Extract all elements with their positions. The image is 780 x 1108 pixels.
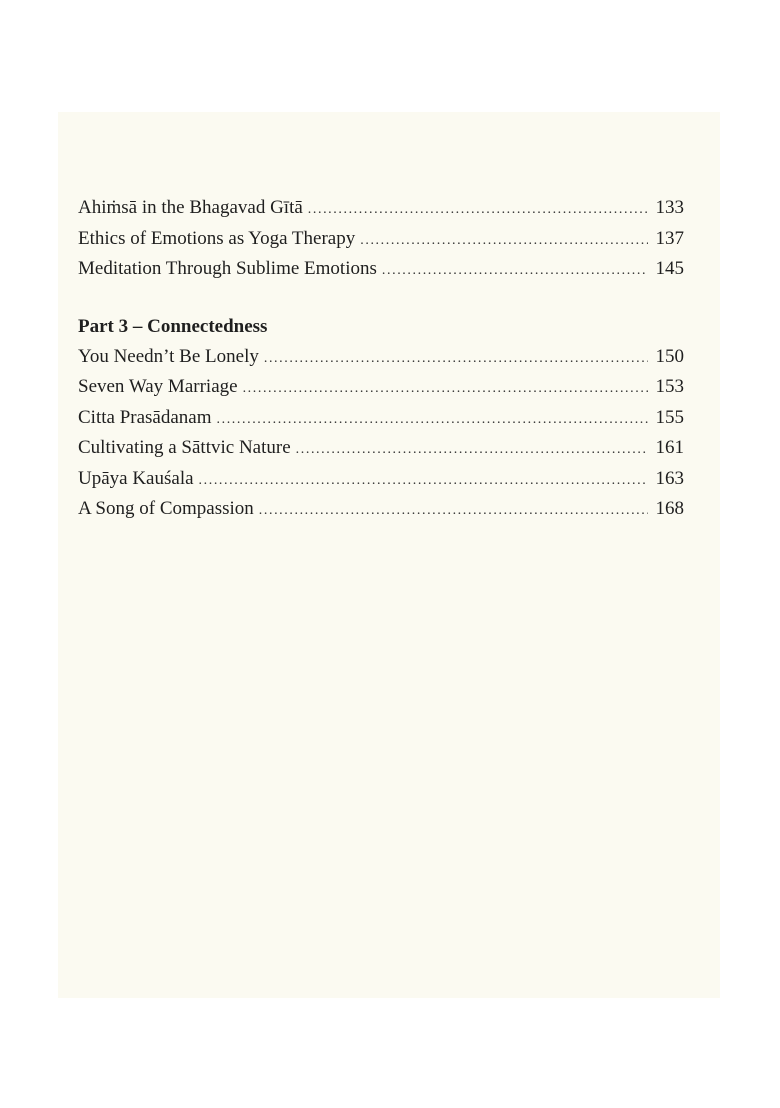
dot-leader: [264, 351, 648, 367]
toc-entry-title: You Needn’t Be Lonely: [78, 345, 259, 367]
toc-entry[interactable]: [78, 498, 684, 529]
toc-entry-page: 163: [655, 467, 684, 489]
toc-entry[interactable]: [78, 437, 684, 468]
toc-entry-title: Cultivating a Sāttvic Nature: [78, 437, 291, 458]
toc-entry-page: 133: [655, 197, 684, 218]
dot-leader: [259, 503, 648, 519]
toc-entry[interactable]: [78, 407, 684, 438]
part-heading: Part 3 – Connectedness: [78, 315, 268, 337]
dot-leader: [243, 381, 648, 397]
dot-leader: [382, 263, 648, 279]
toc-entry-title: Ahiṁsā in the Bhagavad Gītā: [78, 197, 303, 218]
toc-entry[interactable]: [78, 346, 684, 377]
toc-entry-page: 137: [655, 227, 684, 249]
toc-entry[interactable]: [78, 197, 684, 228]
toc-entry-page: 161: [655, 437, 684, 458]
dot-leader: [308, 202, 648, 218]
toc-entry[interactable]: [78, 376, 684, 407]
toc-entry-title: A Song of Compassion: [78, 498, 254, 519]
dot-leader: [296, 442, 648, 458]
toc-entry-page: 168: [655, 498, 684, 519]
toc-entry[interactable]: [78, 228, 684, 259]
toc-entry-page: 153: [655, 376, 684, 397]
toc-entry-page: 145: [655, 258, 684, 279]
toc-entry-page: 155: [655, 406, 684, 428]
dot-leader: [199, 473, 648, 489]
toc-entry[interactable]: [78, 258, 684, 289]
toc-entry-page: 150: [655, 345, 684, 367]
dot-leader: [217, 412, 649, 428]
toc-entry-title: Upāya Kauśala: [78, 467, 194, 489]
toc-entry-title: Ethics of Emotions as Yoga Therapy: [78, 227, 356, 249]
dot-leader: [360, 233, 648, 249]
table-of-contents: [78, 197, 684, 529]
toc-entry-title: Meditation Through Sublime Emotions: [78, 258, 377, 279]
toc-entry[interactable]: [78, 468, 684, 499]
toc-entry-title: Seven Way Marriage: [78, 376, 238, 397]
toc-entry-title: Citta Prasādanam: [78, 406, 212, 428]
